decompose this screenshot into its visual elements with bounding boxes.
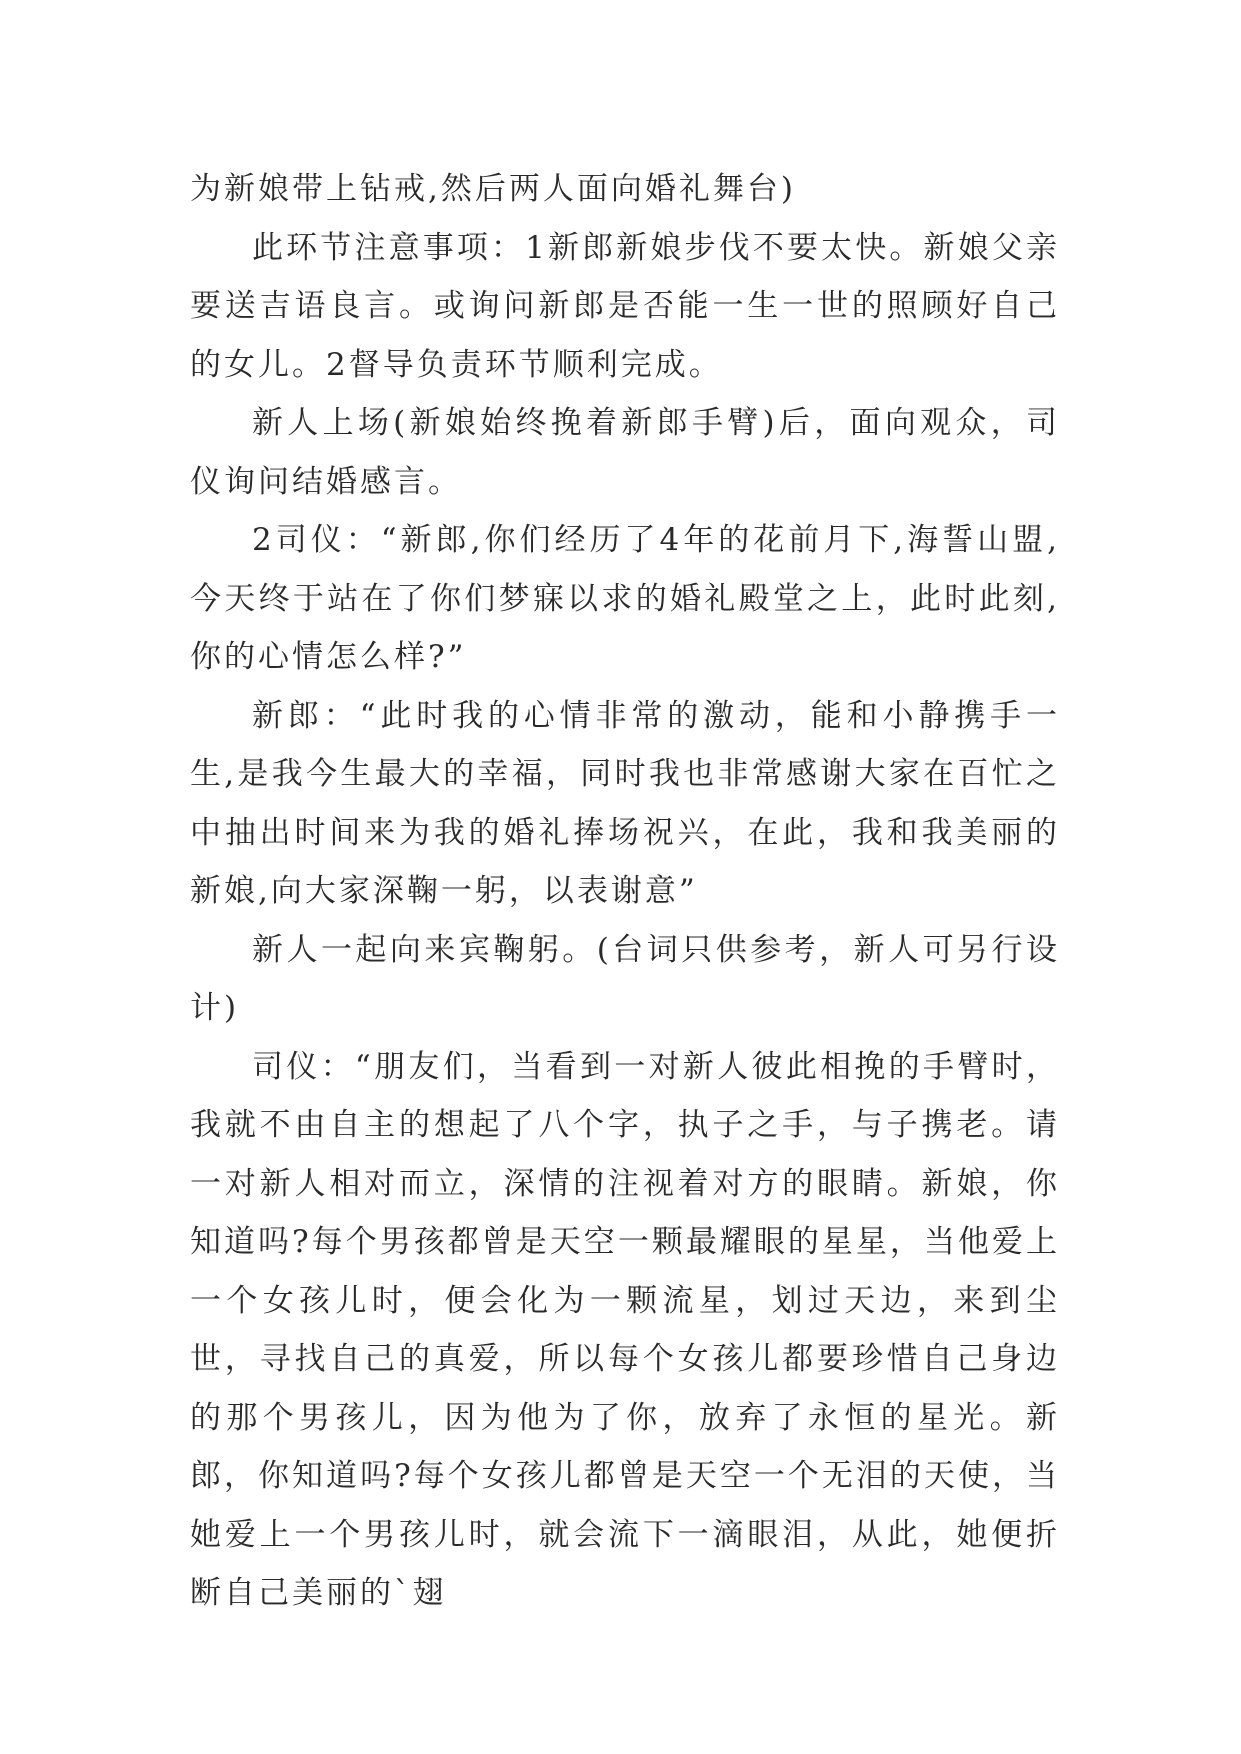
paragraph-mc-question: 2司仪：“新郎,你们经历了4年的花前月下,海誓山盟,今天终于站在了你们梦寐以求的婚礼殿堂之上，此时此刻,你的心情怎么样?” — [190, 522, 1060, 675]
document-page — [190, 160, 1060, 1623]
paragraph-ring-exchange: 为新娘带上钻戒,然后两人面向婚礼舞台) — [190, 171, 796, 207]
paragraph-notes: 此环节注意事项：1新郎新娘步伐不要太快。新娘父亲要送吉语良言。或询问新郎是否能一生一世的照顾好自己的女儿。2督导负责环节顺利完成。 — [190, 229, 1060, 383]
paragraph-bow: 新人一起向来宾鞠躬。(台词只供参考，新人可另行设计) — [190, 931, 1060, 1026]
paragraph-mc-speech: 司仪：“朋友们，当看到一对新人彼此相挽的手臂时，我就不由自主的想起了八个字，执子之手，与子携老。请一对新人相对而立，深情的注视着对方的眼睛。新娘，你知道吗?每个男孩都曾是天空一颗最耀眼的星星，当他爱上一个女孩儿时，便会化为一颗流星，划过天边，来到尘世，寻找自己的真爱，所以每个女孩儿都要珍惜自己身边的那个男孩儿，因为他为了你，放弃了永恒的星光。新郎，你知道吗?每个女孩儿都曾是天空一个无泪的天使，当她爱上一个男孩儿时，就会流下一滴眼泪，从此，她便折断自己美丽的`翅 — [190, 1048, 1060, 1611]
paragraph-groom-speech: 新郎：“此时我的心情非常的激动，能和小静携手一生,是我今生最大的幸福，同时我也非常感谢大家在百忙之中抽出时间来为我的婚礼捧场祝兴，在此，我和我美丽的新娘,向大家深鞠一躬，以表谢意” — [190, 697, 1060, 909]
paragraph-entrance: 新人上场(新娘始终挽着新郎手臂)后，面向观众，司仪询问结婚感言。 — [190, 405, 1060, 500]
